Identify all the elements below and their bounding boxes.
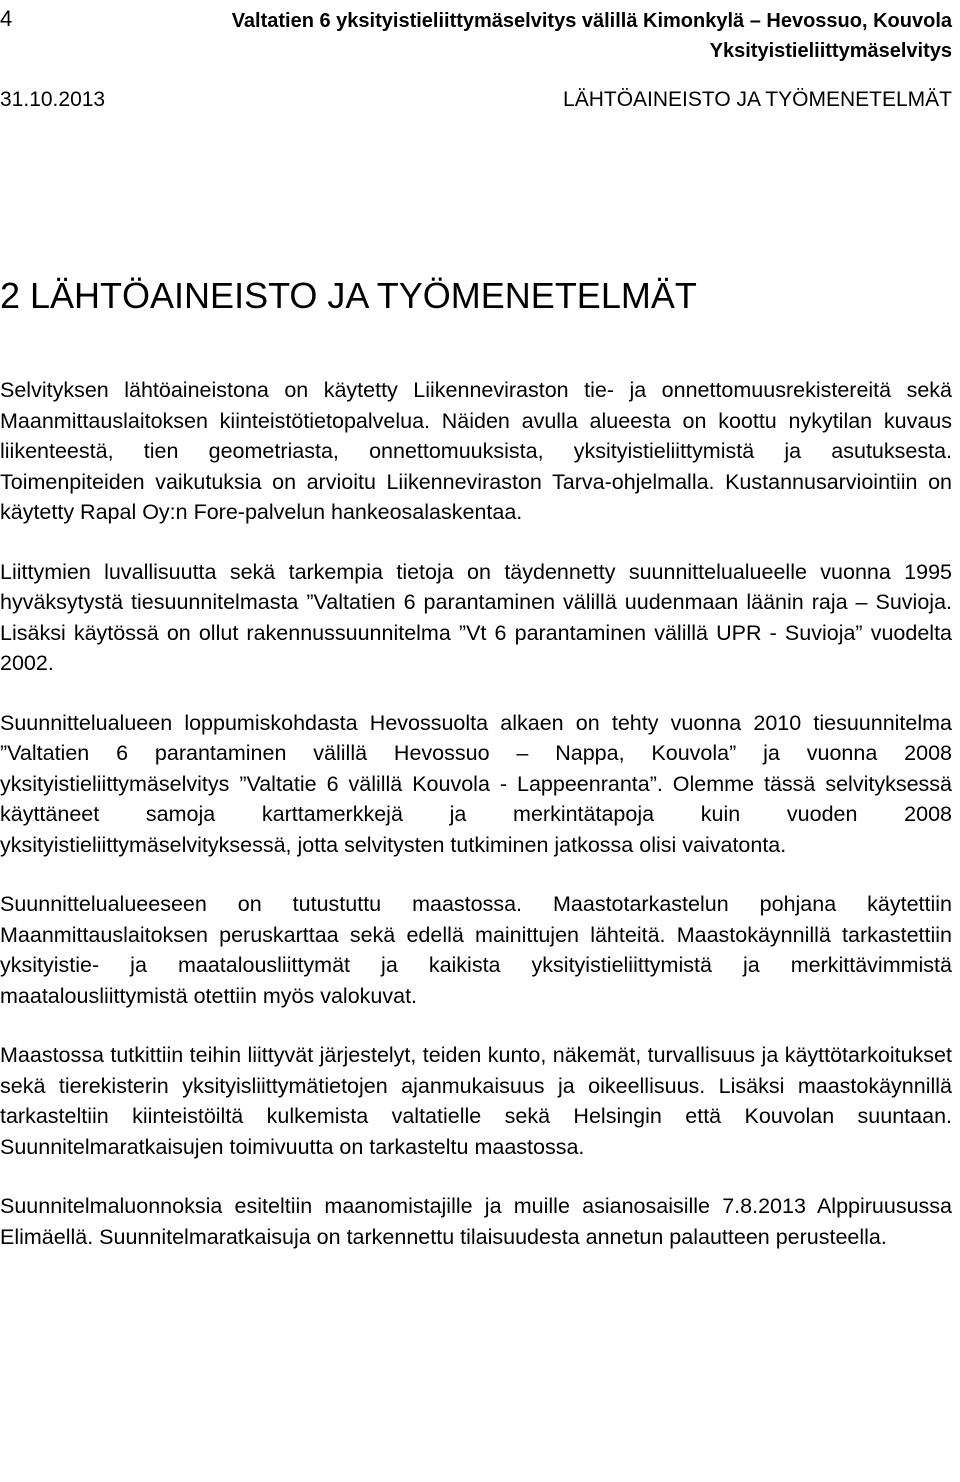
paragraph: Maastossa tutkittiin teihin liittyvät järjestelyt, teiden kunto, näkemät, turvallisuus ja käyttötarkoitukset sekä tierekisterin yksityisliittymätietojen ajanmukaisuus ja oikeellisuus. Lisäksi maastokäynnillä tarkasteltiin kiinteistöiltä kulkemista valtatielle sekä Helsingin että Kouvolan suuntaan. Suunnitelmaratkaisujen toimivuutta on tarkasteltu maastossa.	[0, 1043, 952, 1159]
running-section-title: LÄHTÖAINEISTO JA TYÖMENETELMÄT	[563, 88, 952, 111]
page-header	[0, 0, 960, 120]
paragraph: Liittymien luvallisuutta sekä tarkempia tietoja on täydennetty suunnittelualueelle vuonna 1995 hyväksytystä tiesuunnitelmasta ”Valtatien 6 parantaminen välillä uudenmaan läänin raja – Suvioja. Lisäksi käytössä on ollut rakennussuunnitelma ”Vt 6 parantaminen välillä UPR - Suvioja” vuodelta 2002.	[0, 559, 952, 675]
paragraph: Suunnittelualueeseen on tutustuttu maastossa. Maastotarkastelun pohjana käytettiin Maanmittauslaitoksen peruskarttaa sekä edellä mainittujen lähteitä. Maastokäynnillä tarkastettiin yksityistie- ja maatalousliittymät ja kaikista yksityistieliittymistä ja merkittävimmistä maatalousliittymistä otettiin myös valokuvat.	[0, 892, 952, 1008]
paragraph: Suunnitelmaluonnoksia esiteltiin maanomistajille ja muille asianosaisille 7.8.2013 Alppiruusussa Elimäellä. Suunnitelmaratkaisuja on tarkennettu tilaisuudesta annetun palautteen perusteella.	[0, 1194, 952, 1249]
chapter-heading: 2 LÄHTÖAINEISTO JA TYÖMENETELMÄT	[0, 275, 697, 316]
document-title	[232, 6, 952, 66]
body-text	[0, 375, 952, 1281]
document-date: 31.10.2013	[0, 88, 106, 111]
document-title-line-2: Yksityistieliittymäselvitys	[709, 40, 952, 62]
document-title-line-1: Valtatien 6 yksityistieliittymäselvitys välillä Kimonkylä – Hevossuo, Kouvola	[231, 10, 952, 32]
paragraph: Selvityksen lähtöaineistona on käytetty Liikenneviraston tie- ja onnettomuusrekistereitä sekä Maanmittauslaitoksen kiinteistötietopalvelua. Näiden avulla alueesta on koottu nykytilan kuvaus liikenteestä, tien geometriasta, onnettomuuksista, yksityistieliittymistä ja asutuksesta. Toimenpiteiden vaikutuksia on arvioitu Liikenneviraston Tarva-ohjelmalla. Kustannusarviointiin on käytetty Rapal Oy:n Fore-palvelun hankeosalaskentaa.	[0, 378, 952, 524]
paragraph: Suunnittelualueen loppumiskohdasta Hevossuolta alkaen on tehty vuonna 2010 tiesuunnitelma ”Valtatien 6 parantaminen välillä Hevossuo – Nappa, Kouvola” ja vuonna 2008 yksityistieliittymäselvitys ”Valtatie 6 välillä Kouvola - Lappeenranta”. Olemme tässä selvityksessä käyttäneet samoja karttamerkkejä ja merkintätapoja kuin vuoden 2008 yksityistieliittymäselvityksessä, jotta selvitysten tutkiminen jatkossa olisi vaivatonta.	[0, 710, 952, 857]
page-number: 4	[0, 6, 13, 31]
